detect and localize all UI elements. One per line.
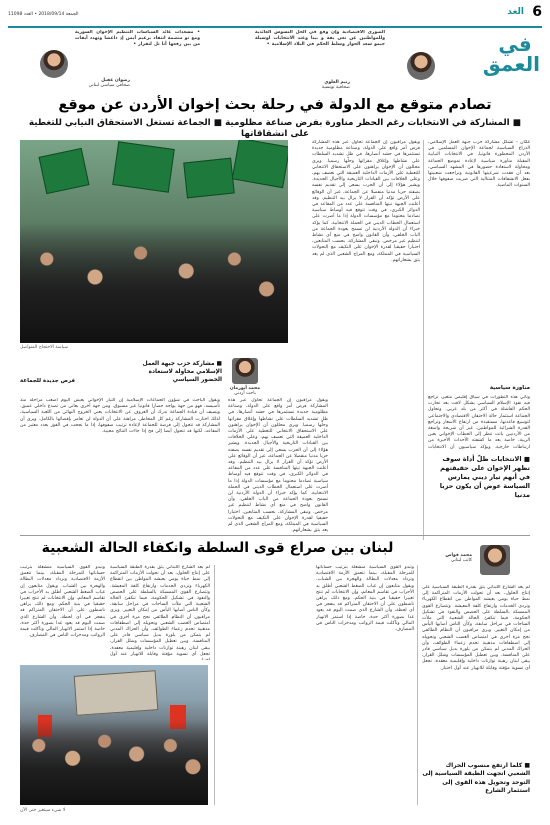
paper-name: الغد xyxy=(507,7,524,17)
issue-info: الجمعة 2018/09/14 • العدد 11098 xyxy=(8,12,79,17)
section-heading-1: مناورة سياسية xyxy=(489,385,530,391)
lebanon-writer-avatar xyxy=(480,545,510,575)
flag xyxy=(232,140,288,188)
main-body-column: ويقول مراقبون إن الجماعة تحاول عبر هذه المشاركة فرض أمر واقع على الدولة، وصناعة مظلومية جديدة تستثمرها في حشد أنصارها، في ظل تشديد السلطات على نشاطها وإغلاق مقراتها وحلّها رسميا. ويرى محللون أن الإخوان يراهنون على الاستحقاق الانتخابي للتغطية على الأزمات الداخلية العميقة التي تعصف بهم، وعلى الخلافات بين القيادات التاريخية والأجيال الجديدة. ويشير هؤلاء إلى أن الحزب يسعى إلى تقديم نفسه بصفته حزبا مدنيا منفصلا عن الجماعة، غير أن الوقائع على الأرض تؤكد أن القرار لا يزال بيد التنظيم. وقد أعلنت الجبهة نيتها المنافسة على عدد من المقاعد في الدوائر الكبرى، في وقت تتوقع فيه أوساط سياسية تصادما محتوما مع مؤسسات الدولة إذا ما أصرت على استعمال الخطاب الديني في الحملة الانتخابية. كما يؤكد خبراء أن الدولة الأردنية لن تسمح بعودة الجماعة من الباب الخلفي، وأن القانون واضح في منع أي نشاط لتنظيم غير مرخص. وتبقى المشاركة، بحسب المتابعين، اختبارا حقيقيا لقدرة الإخوان على التكيف مع التحولات السياسية في المملكة، ومع المزاج الشعبي الذي لم يعد يثق بشعاراتهم. xyxy=(312,140,420,263)
section-heading-2: فرص جديدة للجماعة xyxy=(20,378,75,384)
lebanon-writer-name: محمد قواص xyxy=(445,553,472,558)
masthead xyxy=(8,4,542,28)
main-body-2: وتأتي هذه التطورات في سياق إقليمي متغير، تراجع فيه نفوذ الإسلام السياسي بشكل لافت بعد تجارب الحكم الفاشلة في أكثر من بلد عربي. وتحاول الجماعة استثمار حالة الاحتقان الاقتصادي والاجتماعي لتوسيع قاعدتها، مستفيدة من ارتفاع الأسعار وتراجع القدرة الشرائية للمواطنين. غير أن شريحة واسعة من الأردنيين باتت تنظر إلى الخطاب الإخواني بعين الريبة، خاصة بعد ما كشفته الأحداث الأخيرة من ارتباطات خارجية. ويؤكد سياسيون أن الانتخابات xyxy=(428,395,530,450)
writer-left xyxy=(70,78,130,88)
crowd xyxy=(20,720,208,805)
columnist-avatar xyxy=(232,358,258,384)
main-intro-column: غمّان – تشكل مشاركة حزب جبهة العمل الإسلامي، الذراع السياسية لجماعة الإخوان المسلمين في الأردن المحظورة قانونيا، في الانتخابات النيابية المقبلة مناورة سياسية لإعادة تموضع الجماعة ومحاولة لاستعادة حضورها في المشهد السياسي، بعد أن فقدت شرعيتها القانونية وتراجعت شعبيتها بفعل الانشقاقات المتتالية التي ضربت صفوفها خلال السنوات الماضية. xyxy=(428,140,530,189)
lebanon-body-col1: لم يعد الشارع اللبناني يثق بقدرة الطبقة السياسية على إنتاج الحلول، بعد أن تحولت الأزمات المتراكمة إلى نمط حياة يومي يعيشه المواطن بين انقطاع الكهرباء وتردي الخدمات وارتفاع كلفة المعيشة. وتتصارع القوى الممسكة بالسلطة على الحصص والنفوذ في تشكيل الحكومة، فيما تنكفئ الحالة الشعبية التي ملأت الساحات في مراحل سابقة، وكأن الناس أصابها اليأس من إمكان التغيير. ويرى مراقبون أن النظام الطائفي نجح مرة أخرى في امتصاص الغضب الشعبي وتحويله إلى اصطفافات مذهبية تخدم زعماء الطوائف، وأن الحراك المدني لم يتمكن من بلورة بديل سياسي قادر على المنافسة. وبين تعطيل المؤسسات وشلل القرار، يبقى لبنان رهينة توازنات داخلية وإقليمية معقدة، تجعل أي تسوية مؤقتة وقابلة للانهيار عند أول اختبار. xyxy=(422,585,530,671)
main-body-3: ويقول مراقبون إن الجماعة تحاول عبر هذه المشاركة فرض أمر واقع على الدولة، وصناعة مظلومية جديدة تستثمرها في حشد أنصارها، في ظل تشديد السلطات على نشاطها وإغلاق مقراتها وحلّها رسميا. ويرى محللون أن الإخوان يراهنون على الاستحقاق الانتخابي للتغطية على الأزمات الداخلية العميقة التي تعصف بهم، وعلى الخلافات بين القيادات التاريخية والأجيال الجديدة. ويشير هؤلاء إلى أن الحزب يسعى إلى تقديم نفسه بصفته حزبا مدنيا منفصلا عن الجماعة، غير أن الوقائع على الأرض تؤكد أن القرار لا يزال بيد التنظيم. وقد أعلنت الجبهة نيتها المنافسة على عدد من المقاعد في الدوائر الكبرى، في وقت تتوقع فيه أوساط سياسية تصادما محتوما مع مؤسسات الدولة إذا ما أصرت على استعمال الخطاب الديني في الحملة الانتخابية. كما يؤكد خبراء أن الدولة الأردنية لن تسمح بعودة الجماعة من الباب الخلفي، وأن القانون واضح في منع أي نشاط لتنظيم غير مرخص. وتبقى المشاركة، بحسب المتابعين، اختبارا حقيقيا لقدرة الإخوان على التكيف مع التحولات السياسية في المملكة، ومع المزاج الشعبي الذي لم يعد يثق بشعاراتهم. xyxy=(228,398,328,533)
flag xyxy=(112,141,175,193)
columnist-name: محمد أبورمان xyxy=(229,386,261,391)
writer-right xyxy=(290,80,350,90)
main-quote: ■ الانتخابات ظلّ أداة سوف تظهر الإخوان على حقيقتهم في أنهم تيار ديني يمارس السياسة عوض أن يكون حزبا مدنيا xyxy=(439,455,530,499)
page-number: 6 xyxy=(532,4,542,20)
lebanon-headline: لبنان بين صراع قوى السلطة وانكفاء الحالة الشعبية xyxy=(41,540,394,556)
lebanon-body-col2: وتبدو القوى السياسية منشغلة بترتيب حساباتها للمرحلة المقبلة، بينما تتعمق الأزمة الاقتصادية وتزداد معدلات البطالة والهجرة بين الشباب. ويقول متابعون إن غياب الضغط الشعبي أطلق يد الأحزاب في تقاسم المغانم، وإن الانتخابات لم تنتج تغييرا حقيقيا في بنية الحكم. ومع ذلك، يراهن ناشطون على أن الاحتقان المتراكم قد ينفجر في أي لحظة، وأن الشارع الذي صمت اليوم قد يعود غدا بصورة أكثر حدة، خاصة إذا استمر الانهيار المالي وتآكلت قيمة الرواتب ومدخرات الناس في المصارف. xyxy=(316,565,414,633)
lebanon-writer-role: كاتب لبناني xyxy=(450,558,472,563)
main-photo xyxy=(20,140,288,343)
columnist-quote: ■ مشاركة حزب جبهة العمل الإسلامي محاولة لاستعادة الحضور السياسي xyxy=(142,361,222,383)
columnist-role: باحث أردني xyxy=(234,391,256,396)
main-headline: تصادم متوقع مع الدولة في رحلة بحث إخوان الأردن عن موقع xyxy=(58,97,492,113)
writer-left-role: صحافي سياسي لبناني xyxy=(88,83,130,88)
divider xyxy=(20,535,530,536)
lebanon-quote: ■ كلما ارتفع منسوب الحراك الشعبي اتجهت الطبقة السياسية إلى التوحد وتحويل هذه القوى إلى استثمار الشارع xyxy=(422,762,530,795)
section-title: في العمق xyxy=(482,32,540,76)
main-subhead: ■ المشاركة في الانتخابات رغم الحظر مناورة بفرض صناعة مظلومية ■ الجماعة تستغل الاستحقاق النيابي للتغطية على انشقاقاتها xyxy=(28,118,522,139)
columnist-info xyxy=(225,386,265,396)
top-note-right: الشورى الاقتصادية وإن وقع في الحل النسوس العائدية وللمواطنين عن تعي يفة و بينا وعند الانتخابات لوسيلة جيمو سعد الحوار وسلط الحكم في البلاد الإسلامية • xyxy=(255,30,385,48)
lebanon-writer xyxy=(432,553,472,563)
protest-banner xyxy=(74,670,159,716)
crowd xyxy=(20,223,288,343)
writer-right-name: رنيم العلوي xyxy=(324,80,350,85)
top-note-left: • مسعدات عائد السياسات التنظيم الإخوان السورية ومع نو منضمة انتقاد بزعيم أيمن إذ داعشا وتهدد أيفات من بين رفعها أنا تل لتقرار • xyxy=(75,30,200,48)
lebanon-photo xyxy=(20,665,208,805)
writer-left-name: رضوان عقيل xyxy=(101,78,130,83)
lebanon-body-col4: وتبدو القوى السياسية منشغلة بترتيب حساباتها للمرحلة المقبلة، بينما تتعمق الأزمة الاقتصادية وتزداد معدلات البطالة والهجرة بين الشباب. ويقول متابعون إن غياب الضغط الشعبي أطلق يد الأحزاب في تقاسم المغانم، وإن الانتخابات لم تنتج تغييرا حقيقيا في بنية الحكم. ومع ذلك، يراهن ناشطون على أن الاحتقان المتراكم قد ينفجر في أي لحظة، وأن الشارع الذي صمت اليوم قد يعود غدا بصورة أكثر حدة، خاصة إذا استمر الانهيار المالي وتآكلت قيمة الرواتب ومدخرات الناس في المصارف. xyxy=(20,565,105,639)
main-photo-caption: سياسة الاحتجاج المتواصل xyxy=(20,345,69,350)
writer-right-avatar xyxy=(407,52,435,80)
columnist-text: ويقول الباحث في شؤون الجماعات الإسلامية إن التيار الإخواني يعيش اليوم أصعب مراحله منذ تأسيسه، فهو من جهة يواجه حصارا قانونيا غير مسبوق، ومن جهة أخرى يعاني من تصدع داخلي عميق. ويضيف أن قيادة الجماعة تدرك أن العزوف عن الانتخابات يعني الخروج النهائي من اللعبة السياسية، لذلك اختارت المشاركة رغم كل المخاطر، مراهنة على أن الدولة لن تغامر بإقصائها بالكامل. ويرى أن المشاركة قد تتحول إلى فرصة للجماعة لإعادة ترتيب صفوفها، إذا ما نجحت في الفوز بعدد معتبر من المقاعد، لكنها قد تتحول أيضا إلى فخ إذا جاءت النتائج مخيبة. xyxy=(20,398,220,435)
lebanon-body-col3: لم يعد الشارع اللبناني يثق بقدرة الطبقة السياسية على إنتاج الحلول، بعد أن تحولت الأزمات المتراكمة إلى نمط حياة يومي يعيشه المواطن بين انقطاع الكهرباء وتردي الخدمات وارتفاع كلفة المعيشة. وتتصارع القوى الممسكة بالسلطة على الحصص والنفوذ في تشكيل الحكومة، فيما تنكفئ الحالة الشعبية التي ملأت الساحات في مراحل سابقة، وكأن الناس أصابها اليأس من إمكان التغيير. ويرى مراقبون أن النظام الطائفي نجح مرة أخرى في امتصاص الغضب الشعبي وتحويله إلى اصطفافات مذهبية تخدم زعماء الطوائف، وأن الحراك المدني لم يتمكن من بلورة بديل سياسي قادر على المنافسة. وبين تعطيل المؤسسات وشلل القرار، يبقى لبنان رهينة توازنات داخلية وإقليمية معقدة، تجعل أي تسوية مؤقتة وقابلة للانهيار عند أول xyxy=(110,565,210,657)
flag xyxy=(39,148,90,194)
writer-left-avatar xyxy=(40,50,68,78)
lebanon-photo-caption: لا شيء سيتغير حتى الآن xyxy=(20,808,66,813)
flag xyxy=(183,158,235,199)
writer-right-role: صحافية تونسية xyxy=(321,85,350,90)
